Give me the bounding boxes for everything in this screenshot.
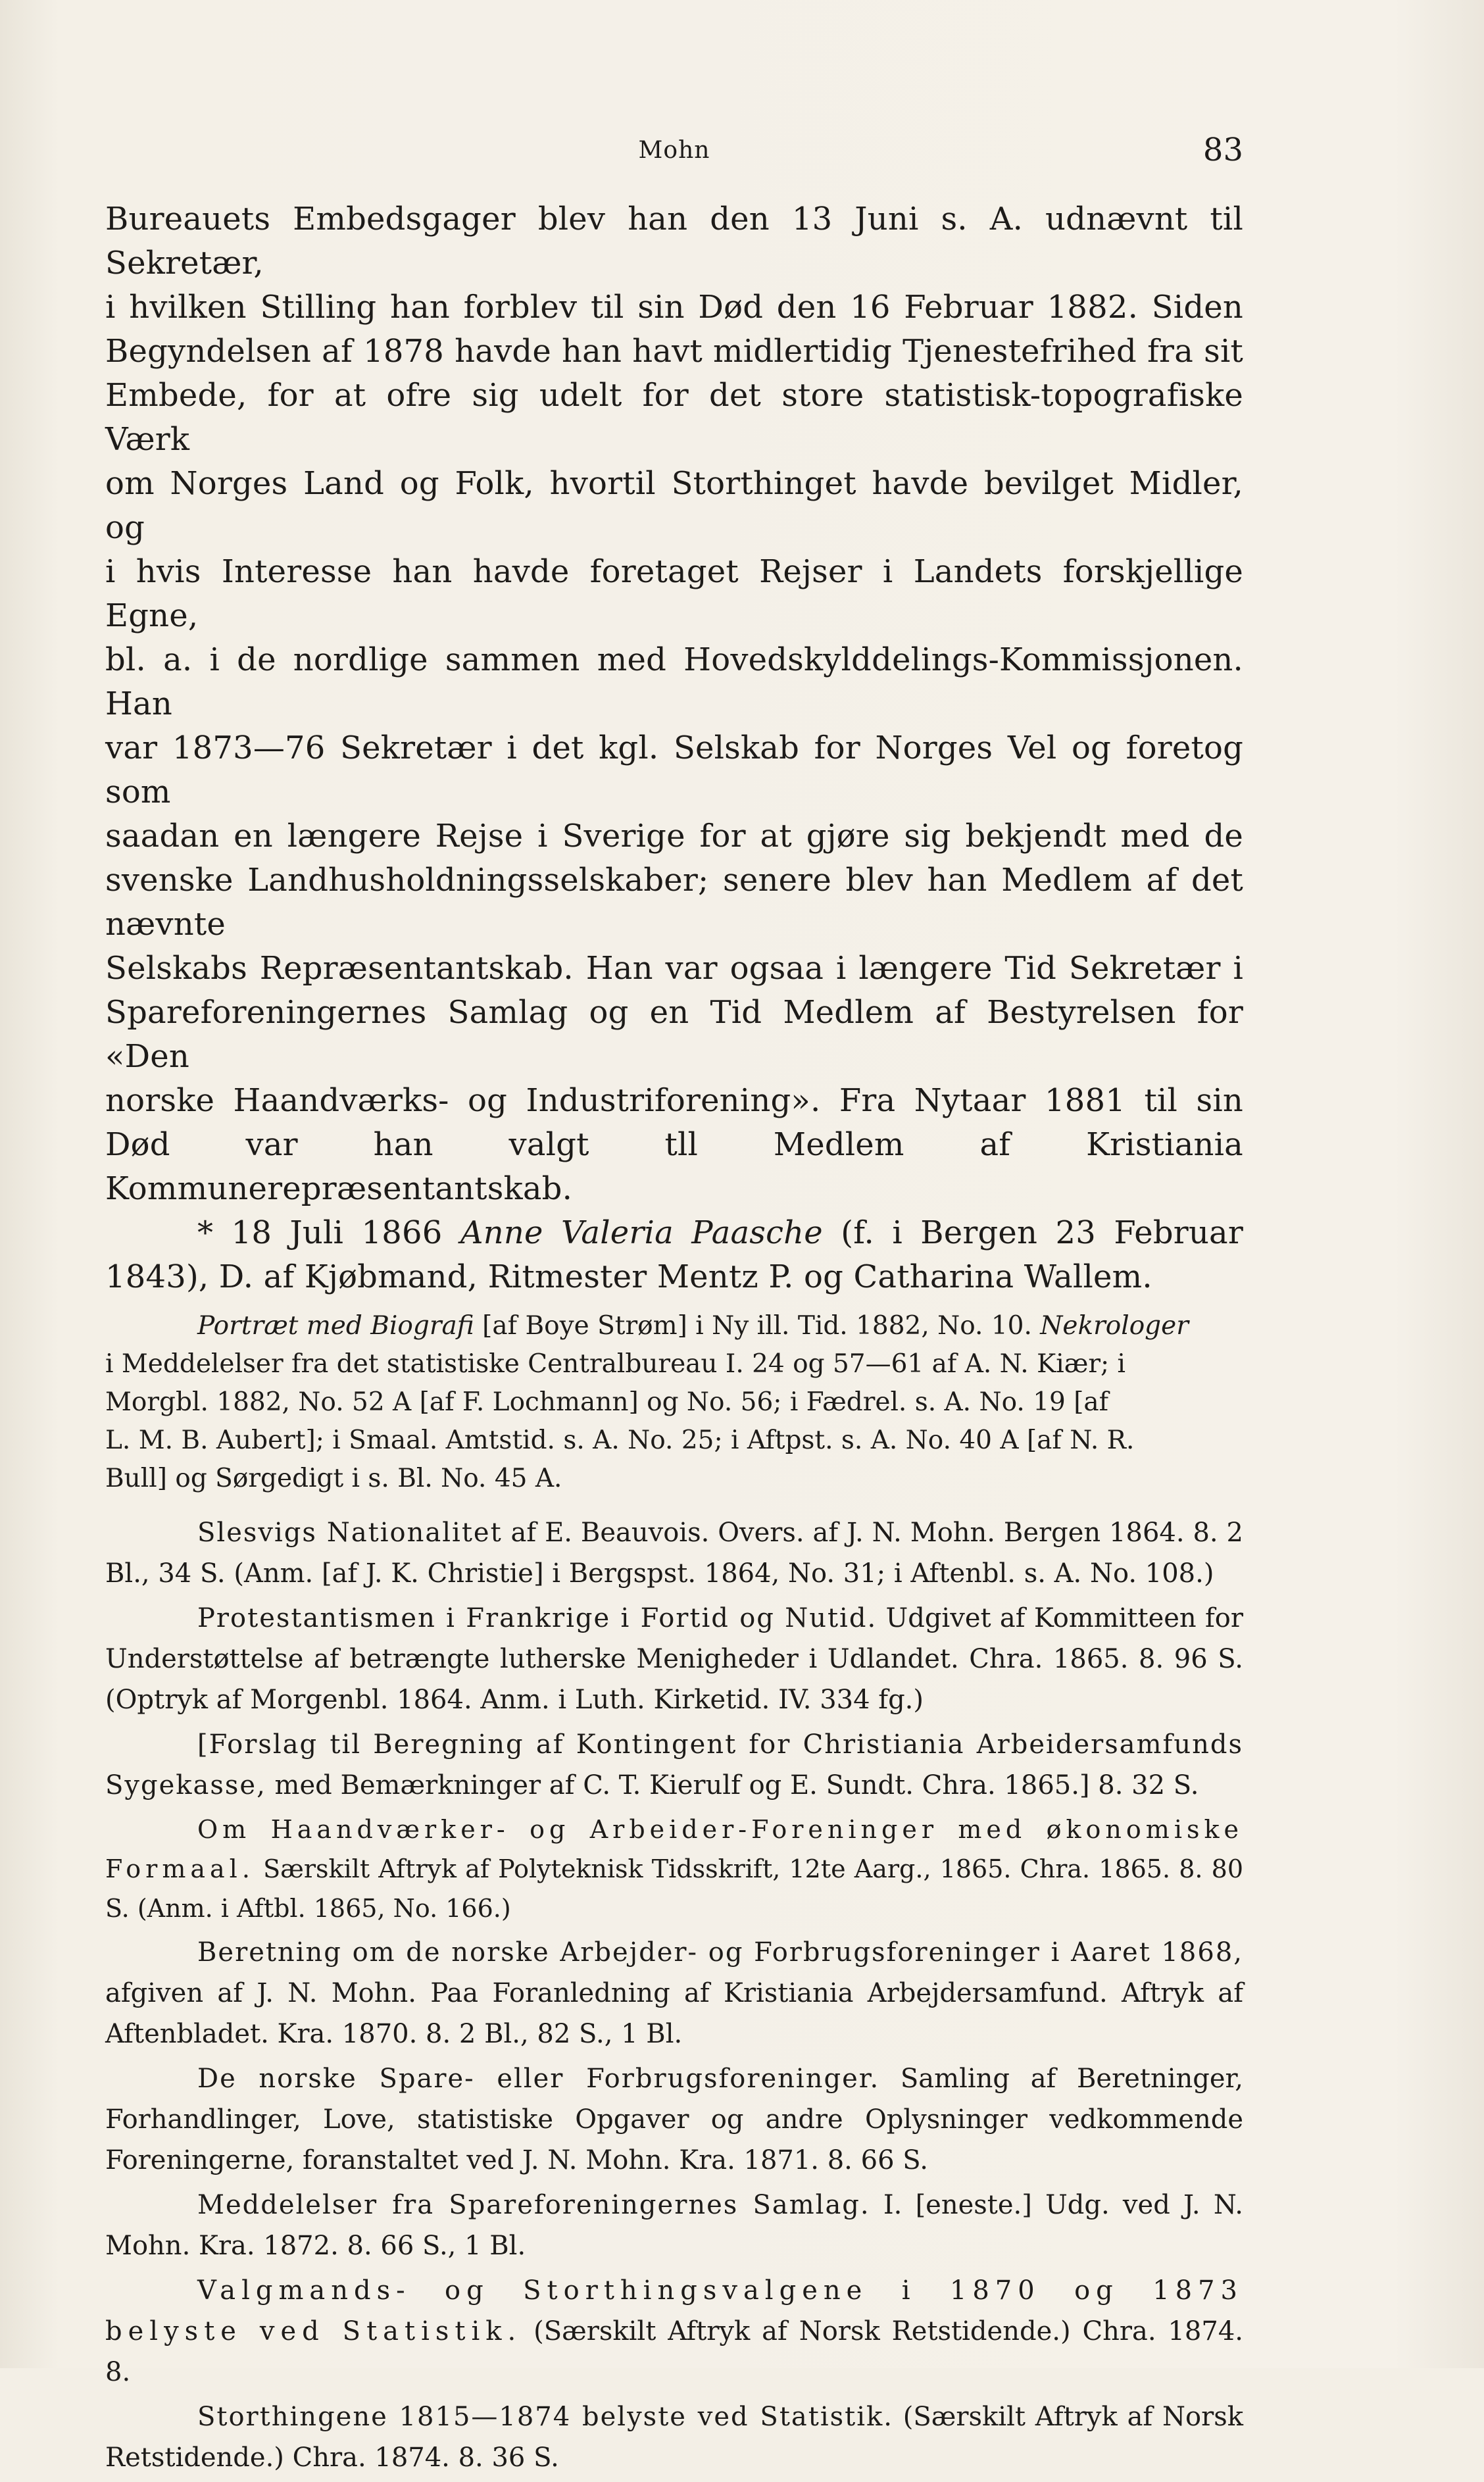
marriage-rest: (f. i Bergen 23 Februar [822,1214,1244,1251]
bibliography-entry [105,1724,1243,1806]
bibliography-entry [105,1932,1243,2054]
spouse-name: Anne Valeria Paasche [460,1214,823,1251]
biography-line: Død var han valgt tll Medlem af Kristiania Kommunerepræsentantskab. [105,1126,1243,1207]
page-body [105,197,1243,2482]
work-title: Om Haandværker- og Arbeider-Foreninger med økonomiske Formaal. [105,1815,1243,1883]
biography-line: svenske Landhusholdningsselskaber; senere blev han Medlem af det nævnte [105,862,1243,943]
biography-line: norske Haandværks- og Industriforening». Fra Nytaar 1881 til sin [105,1082,1243,1119]
bibliography-entry [105,2058,1243,2181]
work-title: Storthingene 1815—1874 belyste ved Statistik. [197,2402,893,2432]
biography-line: var 1873—76 Sekretær i det kgl. Selskab for Norges Vel og foretog som [105,730,1243,810]
work-title: De norske Spare- eller Forbrugsforeninger. [197,2064,880,2094]
work-details: Særskilt Aftryk af Polyteknisk Tidsskrift, 12te Aarg., 1865. Chra. 1865. 8. 80 S. (Anm. i Aftbl. 1865, No. 166.) [105,1854,1243,1923]
biography-paragraph [105,197,1243,1299]
biography-line: saadan en længere Rejse i Sverige for at gjøre sig bekjendt med de [105,818,1243,855]
work-title: Valgmands- og Storthingsvalgene i 1870 og 1873 belyste ved Statistik. [105,2275,1243,2346]
page-header [105,132,1243,184]
biography-line: Spareforeningernes Samlag og en Tid Medlem af Bestyrelsen for «Den [105,994,1243,1075]
work-details: afgiven af J. N. Mohn. Paa Foranledning af Kristiania Arbejdersamfund. Aftryk af Aftenbladet. Kra. 1870. 8. 2 Bl., 82 S., 1 Bl. [105,1978,1243,2049]
biography-line: Embede, for at ofre sig udelt for det store statistisk-topografiske Værk [105,377,1243,458]
work-title: Beretning om de norske Arbejder- og Forbrugsforeninger i Aaret 1868, [197,1937,1243,1968]
work-title: [Forslag til Beregning af Kontingent for Christiania Arbeidersamfunds Sygekasse, [105,1729,1243,1800]
work-title: Protestantismen i Frankrige i Fortid og Nutid. [197,1603,878,1633]
work-details: med Bemærkninger af C. T. Kierulf og E. Sundt. Chra. 1865.] 8. 32 S. [266,1770,1199,1800]
obituaries-label: Nekrologer [1040,1311,1189,1341]
biography-line: om Norges Land og Folk, hvortil Storthinget havde bevilget Midler, og [105,465,1243,546]
reference-line: Morgbl. 1882, No. 52 A [af F. Lochmann] og No. 56; i Fædrel. s. A. No. 19 [af [105,1387,1109,1417]
reference-line: i Meddelelser fra det statistiske Centralbureau I. 24 og 57—61 af A. N. Kiær; i [105,1349,1126,1379]
biography-line: Selskabs Repræsentantskab. Han var ogsaa i længere Tid Sekretær i [105,950,1243,987]
references-block [105,1307,1243,1498]
work-details: (Særskilt Aftryk af Norsk Retstidende.) Chra. 1874. 8. 36 S. [105,2402,1243,2473]
reference-line: Bull] og Sørgedigt i s. Bl. No. 45 A. [105,1464,562,1493]
work-title: Meddelelser fra Spareforeningernes Samlag. [197,2190,870,2220]
bibliography-entry [105,1598,1243,1720]
portrait-text: [af Boye Strøm] i Ny ill. Tid. 1882, No. 10. [474,1311,1041,1341]
biography-line: i hvilken Stilling han forblev til sin Død den 16 Februar 1882. Siden [105,289,1243,326]
biography-line: Begyndelsen af 1878 havde han havt midlertidig Tjenestefrihed fra sit [105,333,1243,370]
work-title: Slesvigs Nationalitet [197,1518,503,1548]
work-details: Udgivet af Kommitteen for Understøttelse af betrængte lutherske Menigheder i Udlandet. Chra. 1865. 8. 96 S. (Optryk af Morgenbl. 1864. Anm. i Luth. Kirketid. IV. 334 fg.) [105,1603,1244,1715]
marriage-line [105,1211,1243,1255]
reference-line [105,1307,1243,1345]
marriage-prefix: * 18 Juli 1866 [197,1214,460,1251]
biography-line: i hvis Interesse han havde foretaget Rejser i Landets forskjellige Egne, [105,553,1243,634]
bibliography-entry [105,2185,1243,2266]
biography-line: bl. a. i de nordlige sammen med Hovedskylddelings-Kommissjonen. Han [105,641,1243,722]
page-number: 83 [1202,132,1243,168]
work-details: af E. Beauvois. Overs. af J. N. Mohn. Bergen 1864. 8. 2 Bl., 34 S. (Anm. [af J. K. Christie] i Bergspst. 1864, No. 31; i Aftenbl. s. A. No. 108.) [105,1518,1243,1589]
reference-line: L. M. B. Aubert]; i Smaal. Amtstid. s. A. No. 25; i Aftpst. s. A. No. 40 A [af N. R. [105,1426,1135,1455]
work-details: Samling af Beretninger, Forhandlinger, Love, statistiske Opgaver og andre Oplysninger vedkommende Foreningerne, foranstaltet ved J. N. Mohn. Kra. 1871. 8. 66 S. [105,2064,1244,2175]
bibliography-entry [105,2270,1243,2393]
bibliography-entry [105,1810,1243,1928]
portrait-label: Portræt med Biografi [197,1311,474,1341]
marriage-line-2: 1843), D. af Kjøbmand, Ritmester Mentz P. og Catharina Wallem. [105,1258,1152,1295]
biography-line: Bureauets Embedsgager blev han den 13 Juni s. A. udnævnt til Sekretær, [105,201,1243,282]
bibliography-entry [105,1512,1243,1594]
work-details: I. [eneste.] Udg. ved J. N. Mohn. Kra. 1872. 8. 66 S., 1 Bl. [105,2190,1244,2261]
bibliography-entry [105,2396,1243,2478]
bibliography-list [105,1512,1243,2478]
running-head: Mohn [638,137,710,164]
work-details: (Særskilt Aftryk af Norsk Retstidende.) Chra. 1874. 8. [105,2316,1243,2387]
